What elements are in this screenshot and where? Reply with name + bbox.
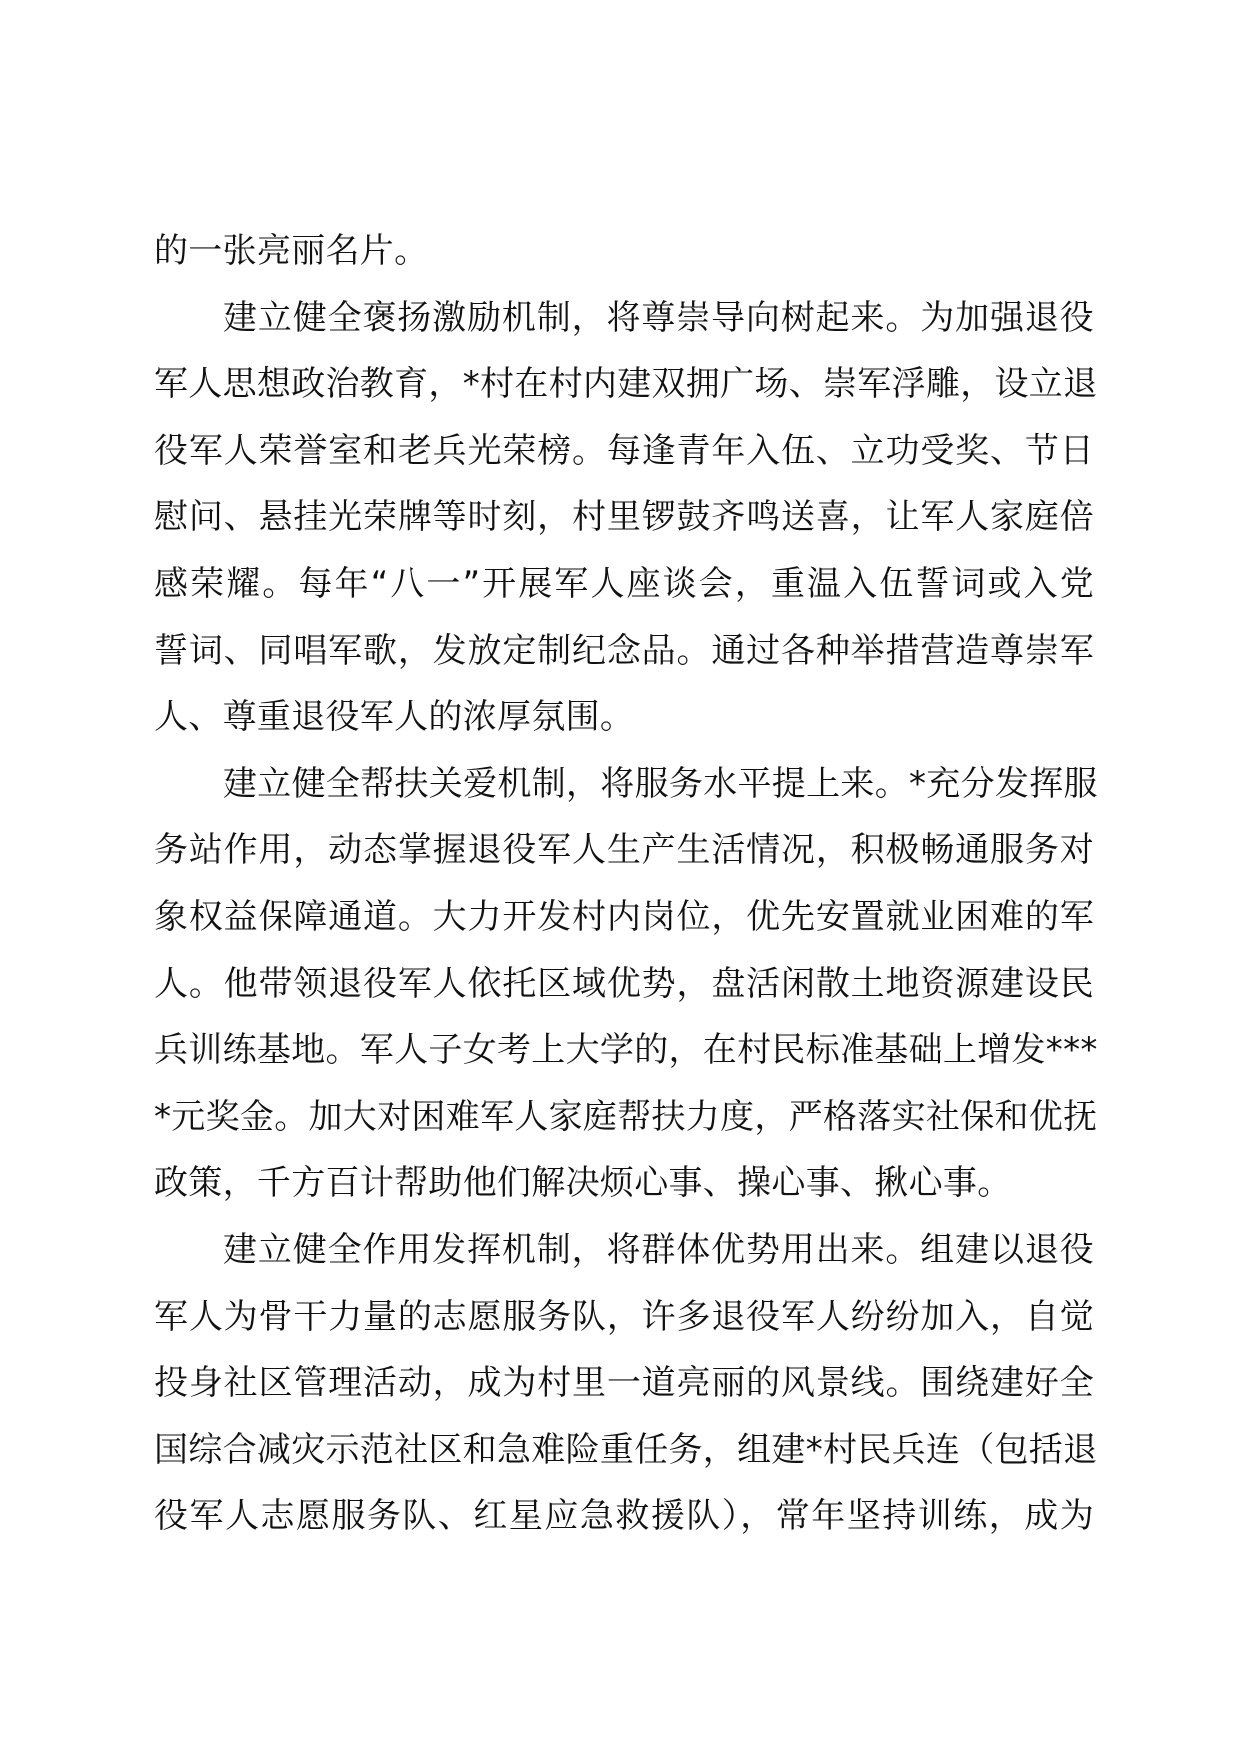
paragraph-first-line: 建立健全作用发挥机制，将群体优势用出来。组建以退役 bbox=[223, 1229, 1094, 1270]
paragraph-first-line: 建立健全帮扶关爱机制，将服务水平提上来。*充分发挥服 bbox=[223, 763, 1098, 804]
text-line: 感荣耀。每年“八一”开展军人座谈会，重温入伍誓词或入党 bbox=[154, 563, 1094, 604]
text-line: 慰问、悬挂光荣牌等时刻，村里锣鼓齐鸣送喜，让军人家庭倍 bbox=[154, 497, 1094, 538]
text-line: 军人思想政治教育，*村在村内建双拥广场、崇军浮雕，设立退 bbox=[154, 364, 1098, 405]
text-line: 务站作用，动态掌握退役军人生产生活情况，积极畅通服务对 bbox=[154, 830, 1094, 871]
text-line: 人。他带领退役军人依托区域优势，盘活闲散土地资源建设民 bbox=[154, 963, 1094, 1004]
text-line: *元奖金。加大对困难军人家庭帮扶力度，严格落实社保和优抚 bbox=[154, 1096, 1098, 1137]
text-line: 役军人志愿服务队、红星应急救援队），常年坚持训练，成为 bbox=[154, 1496, 1094, 1537]
text-line: 国综合减灾示范社区和急难险重任务，组建*村民兵连（包括退 bbox=[154, 1429, 1098, 1470]
text-line: 政策，千方百计帮助他们解决烦心事、操心事、揪心事。 bbox=[154, 1163, 1012, 1204]
text-line: 誓词、同唱军歌，发放定制纪念品。通过各种举措营造尊崇军 bbox=[154, 630, 1094, 671]
text-line: 的一张亮丽名片。 bbox=[154, 231, 429, 271]
body-text bbox=[154, 218, 1098, 1550]
text-line: 役军人荣誉室和老兵光荣榜。每逢青年入伍、立功受奖、节日 bbox=[154, 430, 1094, 471]
text-line: 投身社区管理活动，成为村里一道亮丽的风景线。围绕建好全 bbox=[154, 1363, 1094, 1404]
text-line: 象权益保障通道。大力开发村内岗位，优先安置就业困难的军 bbox=[154, 896, 1094, 937]
paragraph-first-line: 建立健全褒扬激励机制，将尊崇导向树起来。为加强退役 bbox=[223, 297, 1094, 338]
text-line: 兵训练基地。军人子女考上大学的，在村民标准基础上增发*** bbox=[154, 1030, 1098, 1071]
text-line: 人、尊重退役军人的浓厚氛围。 bbox=[154, 697, 635, 738]
text-line: 军人为骨干力量的志愿服务队，许多退役军人纷纷加入，自觉 bbox=[154, 1296, 1094, 1337]
